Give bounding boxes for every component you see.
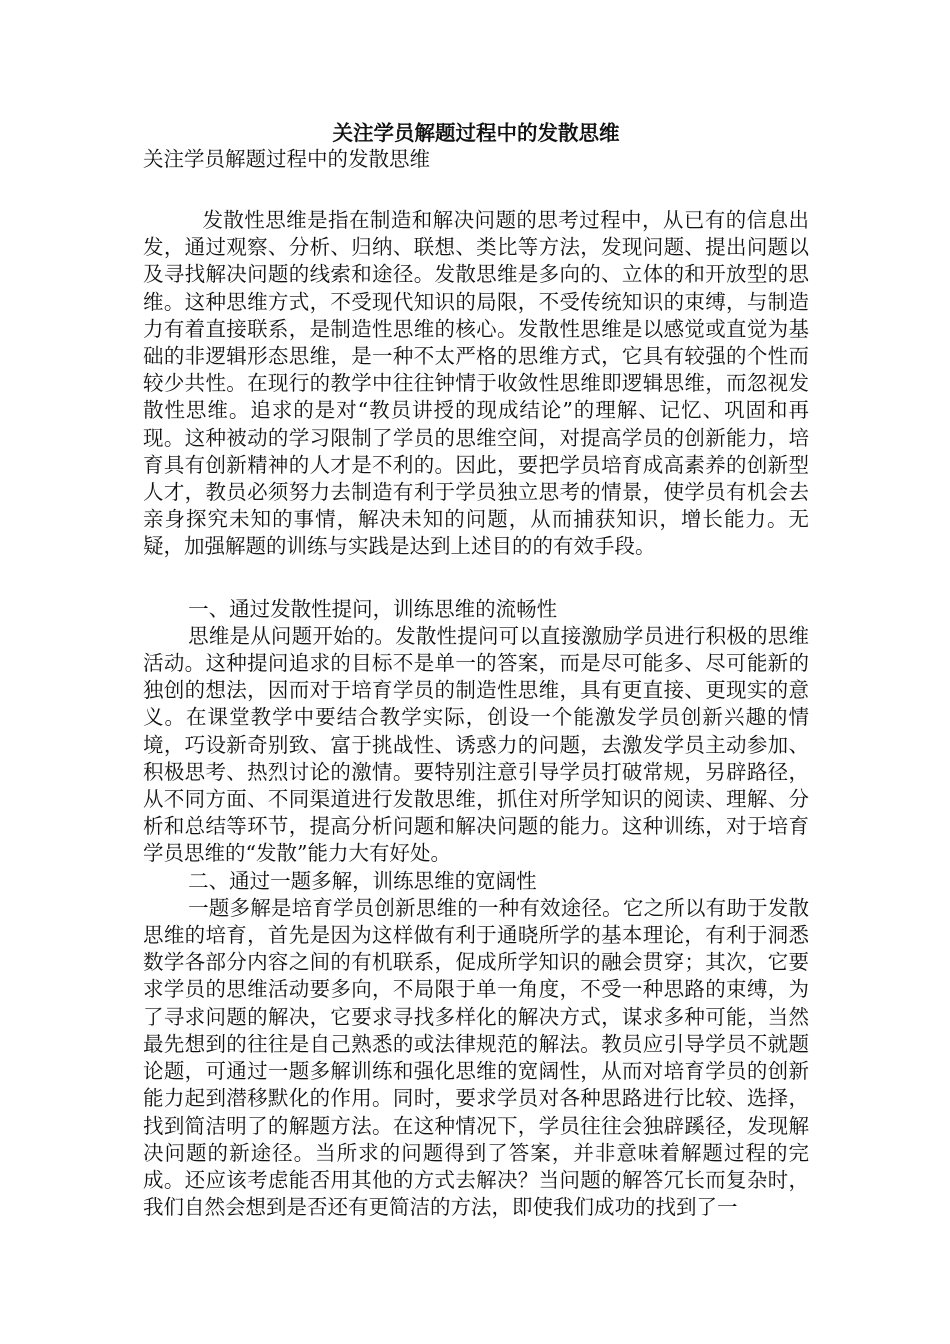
section-heading-1: 一、通过发散性提问，训练思维的流畅性 (188, 596, 558, 621)
section-paragraph-1: 思维是从问题开始的。发散性提问可以直接激励学员进行积极的思维活动。这种提问追求的目标不是单一的答案，而是尽可能多、尽可能新的独创的想法，因而对于培育学员的制造性思维，具有更直接、更现实的意义。在课堂教学中要结合教学实际，创设一个能激发学员创新兴趣的情境，巧设新奇别致、富于挑战性、诱惑力的问题，去激发学员主动参加、积极思考、热烈讨论的激情。要特别注意引导学员打破常规，另辟路径，从不同方面、不同渠道进行发散思维，抓住对所学知识的阅读、理解、分析和总结等环节，提高分析问题和解决问题的能力。这种训练，对于培育学员思维的“发散”能力大有好处。 (143, 623, 809, 866)
document-title: 关注学员解题过程中的发散思维 (332, 121, 620, 145)
section-paragraph-2: 一题多解是培育学员创新思维的一种有效途径。它之所以有助于发散思维的培育，首先是因为这样做有利于通晓所学的基本理论，有利于洞悉数学各部分内容之间的有机联系，促成所学知识的融会贯穿；其次，它要求学员的思维活动要多向，不局限于单一角度，不受一种思路的束缚，为了寻求问题的解决，它要求寻找多样化的解决方式，谋求多种可能，当然最先想到的往往是自己熟悉的或法律规范的解法。教员应引导学员不就题论题，可通过一题多解训练和强化思维的宽阔性，从而对培育学员的创新能力起到潜移默化的作用。同时，要求学员对各种思路进行比较、选择，找到简洁明了的解题方法。在这种情况下，学员往往会独辟蹊径，发现解决问题的新途径。当所求的问题得到了答案，并非意味着解题过程的完成。还应该考虑能否用其他的方式去解决？当问题的解答冗长而复杂时，我们自然会想到是否还有更简洁的方法，即使我们成功的找到了一 (143, 895, 809, 1220)
intro-paragraph: 发散性思维是指在制造和解决问题的思考过程中，从已有的信息出发，通过观察、分析、归纳、联想、类比等方法，发现问题、提出问题以及寻找解决问题的线索和途径。发散思维是多向的、立体的和开放型的思维。这种思维方式，不受现代知识的局限，不受传统知识的束缚，与制造力有着直接联系，是制造性思维的核心。发散性思维是以感觉或直觉为基础的非逻辑形态思维，是一种不太严格的思维方式，它具有较强的个性而较少共性。在现行的教学中往往钟情于收敛性思维即逻辑思维，而忽视发散性思维。追求的是对“教员讲授的现成结论”的理解、记忆、巩固和再现。这种被动的学习限制了学员的思维空间，对提高学员的创新能力，培育具有创新精神的人才是不利的。因此，要把学员培育成高素养的创新型人才，教员必须努力去制造有利于学员独立思考的情景，使学员有机会去亲身探究未知的事情，解决未知的问题，从而捕获知识，增长能力。无疑，加强解题的训练与实践是达到上述目的的有效手段。 (143, 208, 809, 559)
spacer (143, 561, 809, 596)
spacer (143, 174, 809, 207)
document-body (143, 120, 809, 1221)
section-heading-2: 二、通过一题多解，训练思维的宽阔性 (188, 868, 537, 893)
document-subtitle: 关注学员解题过程中的发散思维 (143, 147, 430, 171)
